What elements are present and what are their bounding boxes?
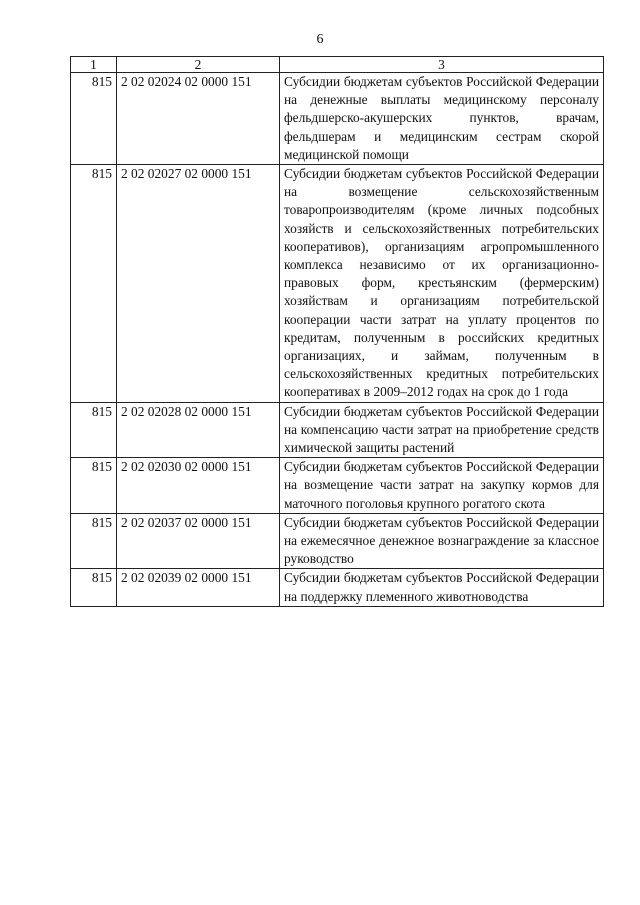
column-header-3: 3: [280, 57, 604, 73]
admin-code-cell: 815: [71, 513, 117, 569]
table-row: [71, 402, 604, 458]
budget-code-cell: 2 02 02037 02 0000 151: [117, 513, 280, 569]
admin-code-cell: 815: [71, 165, 117, 403]
budget-code-cell: 2 02 02024 02 0000 151: [117, 73, 280, 165]
admin-code-cell: 815: [71, 458, 117, 514]
table-row: [71, 165, 604, 403]
budget-code-cell: 2 02 02030 02 0000 151: [117, 458, 280, 514]
description-cell: Субсидии бюджетам субъектов Российской Федерации на денежные выплаты медицинскому персоналу фельдшерско-акушерских пунктов, врачам, фельдшерам и медицинским сестрам скорой медицинской помощи: [280, 73, 604, 165]
admin-code-cell: 815: [71, 402, 117, 458]
budget-code-cell: 2 02 02027 02 0000 151: [117, 165, 280, 403]
description-cell: Субсидии бюджетам субъектов Российской Федерации на компенсацию части затрат на приобретение средств химической защиты растений: [280, 402, 604, 458]
description-cell: Субсидии бюджетам субъектов Российской Федерации на возмещение части затрат на закупку кормов для маточного поголовья крупного рогатого скота: [280, 458, 604, 514]
description-cell: Субсидии бюджетам субъектов Российской Федерации на возмещение сельскохозяйственным товаропроизводителям (кроме личных подсобных хозяйств и сельскохозяйственных потребительских кооперативов), организациям агропромышленного комплекса независимо от их организационно-правовых форм, крестьянским (фермерским) хозяйствам и организациям потребительской кооперации части затрат на уплату процентов по кредитам, полученным в российских кредитных организациях, и займам, полученным в сельскохозяйственных кредитных потребительских кооперативах в 2009–2012 годах на срок до 1 года: [280, 165, 604, 403]
table-row: [71, 569, 604, 606]
description-cell: Субсидии бюджетам субъектов Российской Федерации на поддержку племенного животноводства: [280, 569, 604, 606]
description-cell: Субсидии бюджетам субъектов Российской Федерации на ежемесячное денежное вознаграждение за классное руководство: [280, 513, 604, 569]
page-number: 6: [316, 32, 324, 47]
table-row: [71, 73, 604, 165]
table-row: [71, 458, 604, 514]
column-header-2: 2: [117, 57, 280, 73]
table-header-row: [71, 57, 604, 73]
budget-code-cell: 2 02 02039 02 0000 151: [117, 569, 280, 606]
admin-code-cell: 815: [71, 73, 117, 165]
admin-code-cell: 815: [71, 569, 117, 606]
budget-classification-table: [70, 56, 604, 607]
budget-code-cell: 2 02 02028 02 0000 151: [117, 402, 280, 458]
column-header-1: 1: [71, 57, 117, 73]
table-row: [71, 513, 604, 569]
